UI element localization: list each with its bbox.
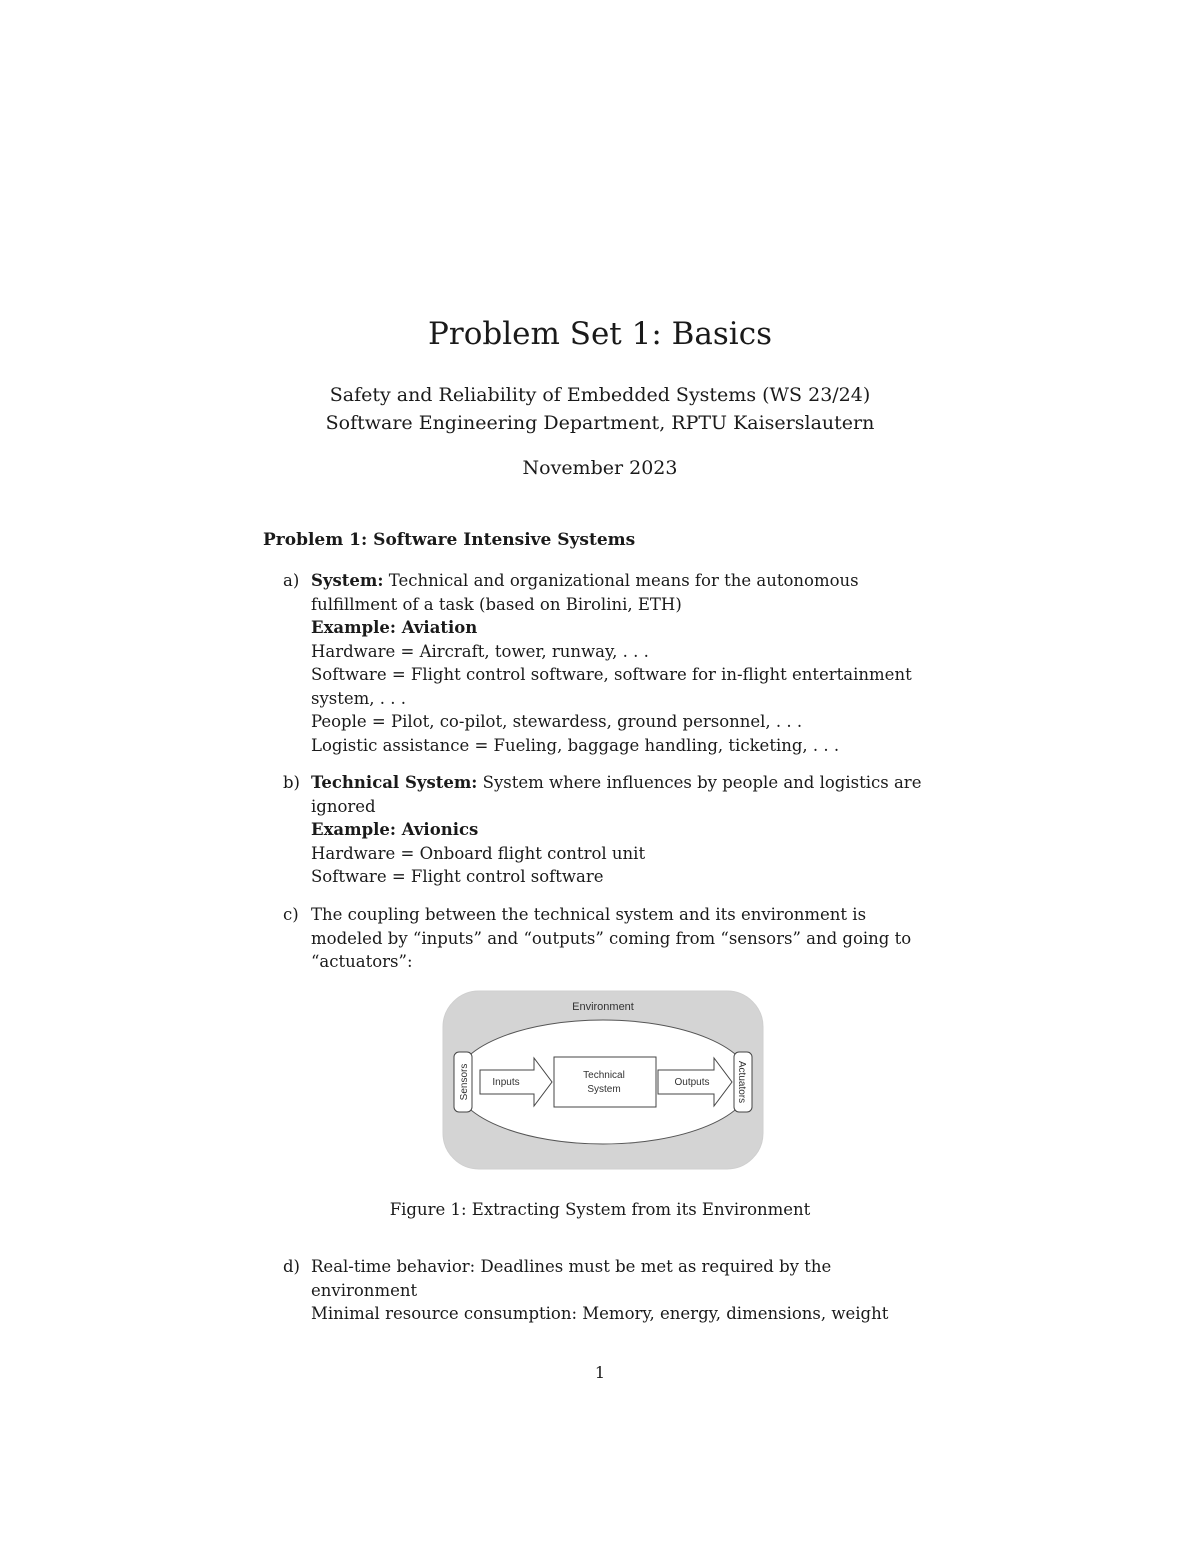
term: Technical System: <box>311 773 478 792</box>
inputs-label: Inputs <box>492 1077 520 1088</box>
text-line: Minimal resource consumption: Memory, energy, dimensions, weight <box>311 1304 889 1323</box>
item-label: c) <box>283 905 299 924</box>
list-item-b <box>283 771 943 889</box>
term: System: <box>311 571 384 590</box>
outputs-label: Outputs <box>674 1077 710 1088</box>
technical-system-box <box>554 1057 656 1107</box>
actuators-label: Actuators <box>736 1060 747 1104</box>
problem-heading: Problem 1: Software Intensive Systems <box>263 530 636 550</box>
logistic-line: Logistic assistance = Fueling, baggage handling, ticketing, . . . <box>311 735 840 755</box>
software-line-cont: system, . . . <box>311 688 407 708</box>
page-title: Problem Set 1: Basics <box>428 316 772 352</box>
text-line: Real-time behavior: Deadlines must be met as required by the <box>311 1257 832 1276</box>
list-item-d <box>283 1255 943 1326</box>
environment-label: Environment <box>572 1001 634 1013</box>
example-heading: Example: Aviation <box>311 618 478 637</box>
sensors-label: Sensors <box>459 1063 470 1101</box>
department-name: Software Engineering Department, RPTU Kaiserslautern <box>325 412 875 434</box>
course-name: Safety and Reliability of Embedded Systems (WS 23/24) <box>329 384 871 406</box>
hardware-line: Hardware = Onboard flight control unit <box>311 843 646 863</box>
definition: Technical and organizational means for the autonomous <box>383 571 859 590</box>
software-line: Software = Flight control software, software for in-flight entertainment <box>311 665 912 684</box>
system-label: System <box>587 1084 621 1095</box>
definition-cont: ignored <box>311 796 376 816</box>
example-heading: Example: Avionics <box>311 820 479 839</box>
software-line: Software = Flight control software <box>311 867 604 886</box>
figure-caption: Figure 1: Extracting System from its Environment <box>389 1200 811 1219</box>
list-item-c <box>283 903 943 974</box>
people-line: People = Pilot, co-pilot, stewardess, ground personnel, . . . <box>311 712 803 731</box>
diagram-svg <box>442 990 764 1170</box>
environment-diagram <box>442 990 764 1170</box>
text-line: The coupling between the technical system and its environment is <box>311 905 867 924</box>
page-number: 1 <box>594 1363 606 1382</box>
technical-label: Technical <box>583 1070 625 1081</box>
definition: System where influences by people and logistics are <box>477 773 922 792</box>
item-label: b) <box>283 773 300 792</box>
item-label: d) <box>283 1257 300 1276</box>
item-label: a) <box>283 571 300 590</box>
definition-cont: fulfillment of a task (based on Birolini, ETH) <box>311 594 682 614</box>
list-item-a <box>283 569 943 757</box>
hardware-line: Hardware = Aircraft, tower, runway, . . . <box>311 641 649 661</box>
text-line: modeled by “inputs” and “outputs” coming from “sensors” and going to <box>311 928 912 948</box>
text-line: environment <box>311 1280 418 1300</box>
text-line: “actuators”: <box>311 952 413 971</box>
document-date: November 2023 <box>522 457 678 479</box>
